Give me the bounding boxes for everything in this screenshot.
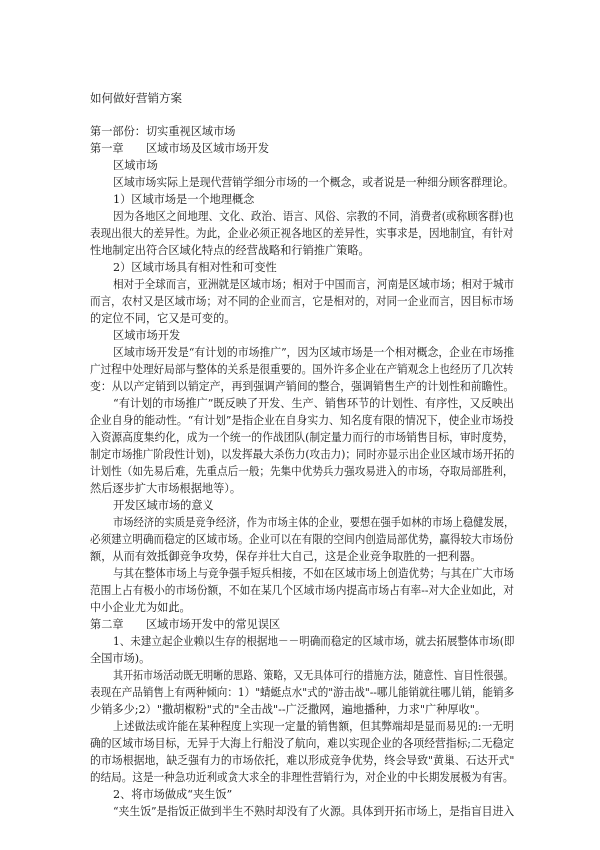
chapter-heading: 第一章 区域市场及区域市场开发 <box>90 142 270 155</box>
paragraph-line: 相对于全球而言，亚洲就是区域市场；相对于中国而言，河南是区域市场；相对于城市 <box>113 278 515 291</box>
paragraph-line: 额，从而有效抵御竞争攻势，保存并壮大自己，这是企业竞争取胜的一把利器。 <box>90 550 482 563</box>
chapter-heading: 第二章 区域市场开发中的常见误区 <box>90 618 281 631</box>
paragraph-line: 企业自身的能动性。“有计划”是指企业在自身实力、知名度有限的情况下，使企业市场投 <box>90 414 514 427</box>
paragraph-line: 少销多少;2）"撒胡椒粉"式的"全击战"--广泛撒网，遍地播种，力求"广种厚收"。 <box>90 703 487 716</box>
part-heading: 第一部份：切实重视区域市场 <box>90 125 236 138</box>
paragraph-line: “夹生饭”是指饭正做到半生不熟时却没有了火源。具体到开拓市场上，是指盲目进入 <box>113 805 515 818</box>
paragraph-line: 区域市场实际上是现代营销学细分市场的一个概念，或者说是一种细分顾客群理论。 <box>113 176 514 189</box>
paragraph-line: 表现在产品销售上有两种倾向：1）"蜻蜓点水"式的"游击战"--哪儿能销就往哪儿销，能销多 <box>90 686 515 699</box>
paragraph-line: 广过程中处理好局部与整体的关系是很重要的。国外许多企业在产销观念上也经历了几次转 <box>90 363 514 376</box>
paragraph-line: 表现出很大的差异性。为此，企业必须正视各地区的差异性，实事求是，因地制宜，有针对 <box>90 227 514 240</box>
paragraph-line: 区域市场开发是“有计划的市场推广”，因为区域市场是一个相对概念，企业在市场推 <box>113 346 515 359</box>
paragraph-line: 因为各地区之间地理、文化、政治、语言、风俗、宗教的不同，消费者(或称顾客群)也 <box>113 210 514 223</box>
section-heading: 开发区域市场的意义 <box>113 499 214 512</box>
section-heading: 区域市场开发 <box>113 329 181 342</box>
paragraph-line: 中小企业尤为如此。 <box>90 601 191 614</box>
paragraph-line: 必须建立明确而稳定的区域市场。企业可以在有限的空间内创造局部优势，赢得较大市场份 <box>90 533 514 546</box>
section-heading: 区域市场 <box>113 159 158 172</box>
paragraph-line: 确的区域市场目标，无异于大海上行船没了航向，难以实现企业的各项经营指标;二无稳定 <box>90 737 515 750</box>
paragraph-line: 范围上占有极小的市场份额，不如在某几个区域市场内提高市场占有率--对大企业如此，对 <box>90 584 514 597</box>
paragraph-line: 而言，农村又是区域市场；对不同的企业而言，它是相对的，对同一企业而言，因目标市场 <box>90 295 514 308</box>
paragraph-line: 的定位不同，它又是可变的。 <box>90 312 236 325</box>
paragraph-line: 计划性（如先易后难，先重点后一般；先集中优势兵力强攻易进入的市场，夺取局部胜利， <box>90 465 514 478</box>
paragraph-line: 入资源高度集约化，成为一个统一的作战团队(制定量力而行的市场销售目标，审时度势， <box>90 431 514 444</box>
paragraph-line: 然后逐步扩大市场根据地等）。 <box>90 482 242 495</box>
subsection-heading: 2）区域市场具有相对性和可变性 <box>113 261 277 274</box>
paragraph-line: 全国市场)。 <box>90 652 151 665</box>
paragraph-line: 1、未建立起企业赖以生存的根据地－－明确而稳定的区域市场，就去拓展整体市场(即 <box>113 635 515 648</box>
paragraph-line: 制定市场推广阶段性计划)，以发挥最大杀伤力(攻击力)；同时亦显示出企业区域市场开拓的 <box>90 448 515 461</box>
subsection-heading: 1）区域市场是一个地理概念 <box>113 193 255 206</box>
paragraph-line: 的市场根据地，缺乏强有力的市场依托，难以形成竞争优势，终会导致"黄巢、石达开式" <box>90 754 515 767</box>
paragraph-line: 的结局。这是一种急功近利或贪大求全的非理性营销行为，对企业的中长期发展极为有害。 <box>90 771 514 784</box>
paragraph-line: 与其在整体市场上与竞争强手短兵相接，不如在区域市场上创造优势；与其在广大市场 <box>113 567 515 580</box>
paragraph-line: 性地制定出符合区域化特点的经营战略和行销推广策略。 <box>90 244 370 257</box>
paragraph-line: 变：从以产定销到以销定产，再到强调产销间的整合，强调销售生产的计划性和前瞻性。 <box>90 380 515 393</box>
paragraph-line: 上述做法或许能在某种程度上实现一定量的销售额，但其弊端却是显而易见的:一无明 <box>113 720 514 733</box>
paragraph-line: “有计划的市场推广”既反映了开发、生产、销售环节的计划性、有序性，又反映出 <box>113 397 515 410</box>
paragraph-line: 其开拓市场活动既无明晰的思路、策略，又无具体可行的措施方法，随意性、盲目性很强。 <box>113 669 514 682</box>
document-title: 如何做好营销方案 <box>90 91 182 105</box>
subsection-heading: 2、将市场做成“夹生饭” <box>113 788 233 801</box>
paragraph-line: 市场经济的实质是竞争经济，作为市场主体的企业，要想在强手如林的市场上稳健发展， <box>113 516 515 529</box>
